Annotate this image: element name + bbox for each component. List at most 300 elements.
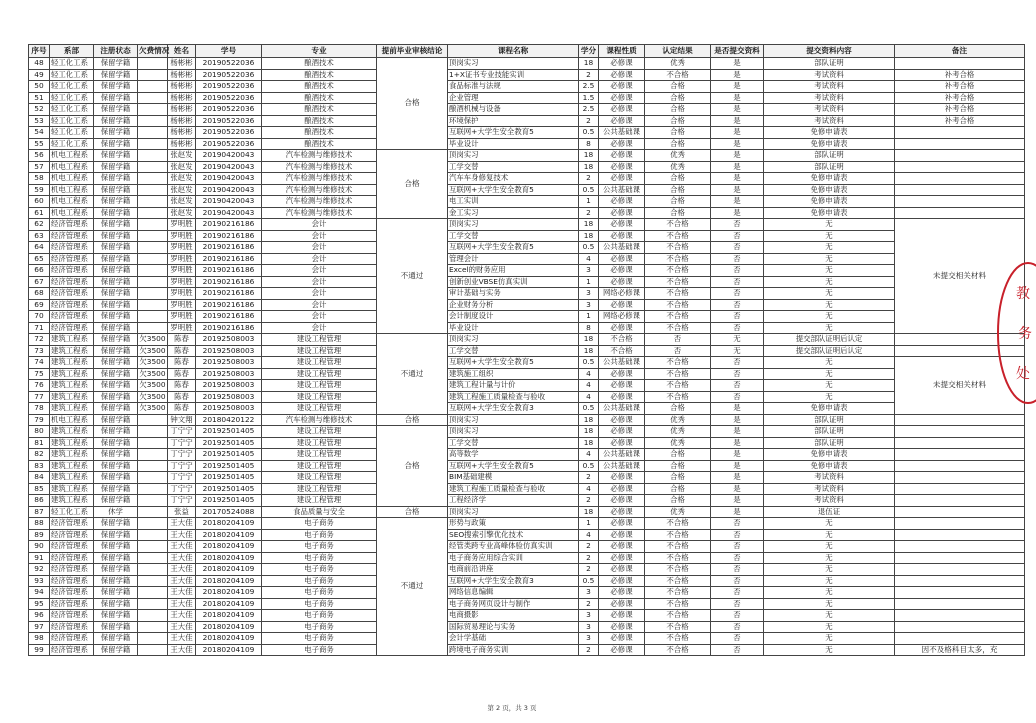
table-cell: 1.5 [579,92,599,104]
table-cell: 20180204109 [196,529,262,541]
table-row [29,621,1025,633]
table-cell: 55 [29,138,50,150]
table-cell: 99 [29,644,50,656]
table-cell: 20180204109 [196,633,262,645]
table-cell: 保留学籍 [94,299,138,311]
table-cell: 否 [711,311,764,323]
table-row [29,207,1025,219]
table-cell: 必修课 [599,575,645,587]
table-cell: 98 [29,633,50,645]
table-cell: 经济管理系 [50,529,94,541]
table-cell: 4 [579,483,599,495]
table-cell: 退伍证 [764,506,895,518]
table-cell: 经济管理系 [50,518,94,530]
table-cell: 建设工程管理 [262,380,377,392]
table-row [29,253,1025,265]
table-cell: 国际贸易理论与实务 [448,621,579,633]
table-cell: 0.5 [579,127,599,139]
table-cell: 轻工化工系 [50,104,94,116]
table-cell: 建筑工程系 [50,357,94,369]
column-header: 学分 [579,45,599,58]
table-cell: 必修课 [599,598,645,610]
table-cell: 83 [29,460,50,472]
table-cell: 是 [711,207,764,219]
table-cell: 罗明胜 [168,311,196,323]
table-cell: 优秀 [645,414,711,426]
table-cell: 无 [764,644,895,656]
table-row [29,92,1025,104]
table-cell: 合格 [645,483,711,495]
table-row [29,357,1025,369]
table-cell: 机电工程系 [50,184,94,196]
table-cell: 否 [711,322,764,334]
table-cell: 否 [711,587,764,599]
remark-cell [895,598,1025,610]
table-cell: 罗明胜 [168,230,196,242]
table-cell: 保留学籍 [94,253,138,265]
table-cell: 无 [764,242,895,254]
table-cell: 否 [711,368,764,380]
table-cell: 保留学籍 [94,437,138,449]
table-cell: 必修课 [599,610,645,622]
remark-cell [895,207,1025,219]
column-header: 备注 [895,45,1025,58]
table-cell: 必修课 [599,92,645,104]
table-cell: 无 [764,230,895,242]
graduation-review-table [28,44,1025,656]
table-cell: 经济管理系 [50,598,94,610]
table-cell: 2 [579,644,599,656]
table-cell: 网络必修课 [599,288,645,300]
table-row [29,58,1025,70]
table-cell: 是 [711,161,764,173]
table-cell: 毕业设计 [448,322,579,334]
table-cell: Excel的财务应用 [448,265,579,277]
table-cell: 电子商务 [262,621,377,633]
table-cell: 无 [764,610,895,622]
table-cell [138,184,168,196]
table-cell: 建筑工程系 [50,495,94,507]
table-cell: 不合格 [645,541,711,553]
table-row [29,127,1025,139]
conclusion-cell: 不通过 [377,334,448,415]
table-cell: 必修课 [599,552,645,564]
table-cell [138,437,168,449]
table-cell: 不合格 [645,633,711,645]
table-cell: 互联网+大学生安全教育5 [448,460,579,472]
table-cell: 4 [579,380,599,392]
table-cell: 是 [711,115,764,127]
table-cell: 84 [29,472,50,484]
table-cell: 建筑工程系 [50,368,94,380]
table-cell: 否 [711,633,764,645]
table-cell: 经济管理系 [50,552,94,564]
table-cell: 电子商务应用综合实训 [448,552,579,564]
table-cell: 免修申请表 [764,403,895,415]
table-cell: 20190216186 [196,288,262,300]
table-cell [138,311,168,323]
table-cell: 20180204109 [196,575,262,587]
table-cell: 保留学籍 [94,127,138,139]
table-cell: 经管类跨专业高峰体验仿真实训 [448,541,579,553]
table-cell: 建设工程管理 [262,403,377,415]
table-cell: 不合格 [645,610,711,622]
table-cell: 必修课 [599,173,645,185]
table-cell: 优秀 [645,437,711,449]
table-cell: 工学交替 [448,161,579,173]
table-cell: 保留学籍 [94,357,138,369]
table-cell: 网络必修课 [599,311,645,323]
table-cell: 78 [29,403,50,415]
table-cell: 0.5 [579,575,599,587]
column-header: 系部 [50,45,94,58]
table-cell: 20180204109 [196,564,262,576]
table-cell: 建筑工程系 [50,345,94,357]
table-cell: 2.5 [579,81,599,93]
table-cell: 经济管理系 [50,219,94,231]
table-cell [138,127,168,139]
table-cell: 不合格 [645,322,711,334]
table-cell: 电子商务 [262,598,377,610]
table-cell: 54 [29,127,50,139]
table-cell: 经济管理系 [50,288,94,300]
table-row [29,414,1025,426]
table-cell: 建设工程管理 [262,345,377,357]
table-cell: 王大佳 [168,564,196,576]
table-row [29,150,1025,162]
table-cell [138,81,168,93]
table-cell: 王大佳 [168,644,196,656]
table-cell: 罗明胜 [168,288,196,300]
table-cell: 82 [29,449,50,461]
table-cell [138,495,168,507]
table-row [29,104,1025,116]
remark-cell [895,161,1025,173]
table-cell: 王大佳 [168,621,196,633]
table-cell: 20192501405 [196,449,262,461]
table-cell: 必修课 [599,633,645,645]
table-cell: 电子商务 [262,541,377,553]
table-cell: 必修课 [599,69,645,81]
table-cell: 保留学籍 [94,575,138,587]
table-cell: 王大佳 [168,598,196,610]
table-cell: 顶岗实习 [448,506,579,518]
table-cell: 张赵发 [168,161,196,173]
remark-cell [895,621,1025,633]
conclusion-cell: 合格 [377,150,448,219]
table-cell: 优秀 [645,426,711,438]
table-row [29,242,1025,254]
table-cell: 否 [711,598,764,610]
table-cell: 跨境电子商务实训 [448,644,579,656]
table-cell: 保留学籍 [94,334,138,346]
table-row [29,380,1025,392]
table-cell: 0.5 [579,460,599,472]
table-cell [138,414,168,426]
table-cell: 必修课 [599,529,645,541]
table-cell: 王大佳 [168,552,196,564]
table-cell: 89 [29,529,50,541]
table-cell: 经济管理系 [50,575,94,587]
table-cell: 丁宁宁 [168,495,196,507]
table-cell: 罗明胜 [168,299,196,311]
table-cell: 20192501405 [196,426,262,438]
table-row [29,288,1025,300]
table-cell: 丁宁宁 [168,483,196,495]
table-cell: 20190420043 [196,207,262,219]
table-cell: 轻工化工系 [50,115,94,127]
table-cell: 不合格 [599,334,645,346]
table-cell: 必修课 [599,265,645,277]
table-cell: 91 [29,552,50,564]
remark-cell: 补考合格 [895,92,1025,104]
table-cell: 张益 [168,506,196,518]
table-cell: 是 [711,196,764,208]
table-cell: 93 [29,575,50,587]
table-cell: 审计基础与实务 [448,288,579,300]
table-row [29,575,1025,587]
page-footer: 第 2 页，共 3 页 [487,704,537,712]
table-cell [138,449,168,461]
table-cell: 保留学籍 [94,403,138,415]
table-cell: 会计 [262,230,377,242]
table-row [29,391,1025,403]
table-row [29,506,1025,518]
table-cell: 不合格 [645,368,711,380]
table-cell: 必修课 [599,322,645,334]
table-cell [138,633,168,645]
table-cell: 部队证明 [764,437,895,449]
table-cell: 轻工化工系 [50,69,94,81]
table-cell: 必修课 [599,161,645,173]
table-cell: 20190420043 [196,184,262,196]
table-cell: 无 [764,587,895,599]
table-cell: 部队证明 [764,58,895,70]
table-cell: 陈春 [168,334,196,346]
table-cell [138,253,168,265]
remark-cell [895,173,1025,185]
table-cell: 王大佳 [168,518,196,530]
table-cell: 59 [29,184,50,196]
table-row [29,529,1025,541]
table-cell: 优秀 [645,161,711,173]
table-cell: 不合格 [645,621,711,633]
table-cell: 工学交替 [448,437,579,449]
table-cell: 经济管理系 [50,322,94,334]
table-cell: 考试资料 [764,104,895,116]
table-cell: 合格 [645,460,711,472]
table-cell: 保留学籍 [94,81,138,93]
table-cell: 电子商务 [262,518,377,530]
column-header: 是否提交资料 [711,45,764,58]
table-cell: 保留学籍 [94,58,138,70]
table-cell: 无 [764,276,895,288]
table-cell: 部队证明 [764,426,895,438]
table-cell: 杨彬彬 [168,81,196,93]
table-cell: 经济管理系 [50,621,94,633]
table-cell: 保留学籍 [94,518,138,530]
remark-cell [895,587,1025,599]
table-cell: 必修课 [599,506,645,518]
table-row [29,426,1025,438]
table-cell: 杨彬彬 [168,115,196,127]
remark-cell: 补考合格 [895,104,1025,116]
table-cell: 0.5 [579,184,599,196]
remark-cell: 补考合格 [895,69,1025,81]
table-cell: 不合格 [645,529,711,541]
table-cell: 经济管理系 [50,253,94,265]
table-row [29,265,1025,277]
table-cell: 保留学籍 [94,322,138,334]
table-cell: 否 [711,541,764,553]
table-cell: 轻工化工系 [50,506,94,518]
table-cell [138,460,168,472]
table-cell: 无 [764,368,895,380]
table-cell: 4 [579,449,599,461]
table-cell: 考试资料 [764,472,895,484]
table-cell: 20190522036 [196,92,262,104]
table-cell: 否 [711,219,764,231]
table-row [29,460,1025,472]
table-cell: 保留学籍 [94,633,138,645]
remark-cell [895,58,1025,70]
table-cell: 不合格 [645,380,711,392]
table-row [29,345,1025,357]
table-cell: 2 [579,69,599,81]
table-cell [138,150,168,162]
table-cell [138,472,168,484]
table-cell: 合格 [645,81,711,93]
table-cell: 1 [579,311,599,323]
table-cell: 合格 [645,127,711,139]
table-cell: 建筑工程系 [50,449,94,461]
table-cell: 20192501405 [196,483,262,495]
table-cell: 2.5 [579,104,599,116]
table-cell: 是 [711,69,764,81]
table-cell: 建筑工程系 [50,460,94,472]
table-cell: 87 [29,506,50,518]
table-cell: 形势与政策 [448,518,579,530]
table-row [29,81,1025,93]
table-cell [138,322,168,334]
table-cell: 电子商务 [262,552,377,564]
table-cell: 会计学基础 [448,633,579,645]
table-cell: 无 [764,265,895,277]
table-cell: 顶岗实习 [448,150,579,162]
table-cell: 否 [711,529,764,541]
table-cell: 会计 [262,276,377,288]
table-cell: 20190216186 [196,276,262,288]
table-cell: 是 [711,460,764,472]
table-cell: 必修课 [599,207,645,219]
table-cell: 公共基础课 [599,357,645,369]
table-cell: 保留学籍 [94,460,138,472]
table-cell: 欠3500 [139,357,166,366]
table-cell: 公共基础课 [599,403,645,415]
table-cell: 48 [29,58,50,70]
table-cell: 3 [579,299,599,311]
table-cell: 8 [579,322,599,334]
table-cell: 4 [579,529,599,541]
table-cell: 张赵发 [168,184,196,196]
table-cell: 经济管理系 [50,587,94,599]
table-cell [138,115,168,127]
column-header: 课程性质 [599,45,645,58]
table-cell: 20190522036 [196,58,262,70]
table-cell: 必修课 [599,541,645,553]
table-cell: 建设工程管理 [262,472,377,484]
table-cell: 陈春 [168,368,196,380]
table-cell: 保留学籍 [94,115,138,127]
table-row [29,69,1025,81]
table-cell: 必修课 [599,299,645,311]
table-cell: 建筑工程系 [50,437,94,449]
table-cell: 会计 [262,299,377,311]
table-cell: 汽车检测与维修技术 [262,207,377,219]
conclusion-cell: 合格 [377,426,448,507]
table-cell: 必修课 [599,495,645,507]
table-cell: 18 [579,506,599,518]
column-header: 专业 [262,45,377,58]
remark-cell [895,449,1025,461]
table-cell: 电子商务网页设计与制作 [448,598,579,610]
table-cell: 20192501405 [196,472,262,484]
table-cell: 欠3500 [139,345,166,355]
table-cell [138,426,168,438]
table-cell: 1 [579,518,599,530]
remark-cell [895,150,1025,162]
table-cell: 20190522036 [196,115,262,127]
table-cell: BIM基础建模 [448,472,579,484]
table-cell: 休学 [94,506,138,518]
table-cell: 必修课 [599,115,645,127]
table-cell: 不合格 [645,265,711,277]
table-cell: 20190216186 [196,230,262,242]
table-cell [138,644,168,656]
table-cell: 经济管理系 [50,610,94,622]
table-cell: 酿酒技术 [262,104,377,116]
table-cell: 否 [711,276,764,288]
table-cell: 18 [579,345,599,357]
table-cell: 85 [29,483,50,495]
table-cell: 建设工程管理 [262,426,377,438]
table-cell: 无 [711,334,764,346]
table-cell: 否 [711,564,764,576]
table-cell: 64 [29,242,50,254]
table-cell: 保留学籍 [94,345,138,357]
table-cell: 必修课 [599,104,645,116]
table-cell: 必修课 [599,150,645,162]
table-cell: 经济管理系 [50,644,94,656]
table-cell [138,92,168,104]
table-cell: 合格 [645,115,711,127]
table-cell: 20180204109 [196,644,262,656]
table-cell: 18 [579,426,599,438]
table-cell: 互联网+大学生安全教育5 [448,242,579,254]
table-cell: 创新创业VBSE仿真实训 [448,276,579,288]
table-cell: 不合格 [645,564,711,576]
table-cell: 否 [711,288,764,300]
table-cell: 建设工程管理 [262,460,377,472]
table-cell: 管理会计 [448,253,579,265]
remark-cell: 未提交相关材料 [895,357,1025,415]
table-cell: 18 [579,219,599,231]
table-cell: 是 [711,92,764,104]
table-row [29,311,1025,323]
table-cell: 是 [711,449,764,461]
table-cell: 保留学籍 [94,311,138,323]
table-cell: 80 [29,426,50,438]
